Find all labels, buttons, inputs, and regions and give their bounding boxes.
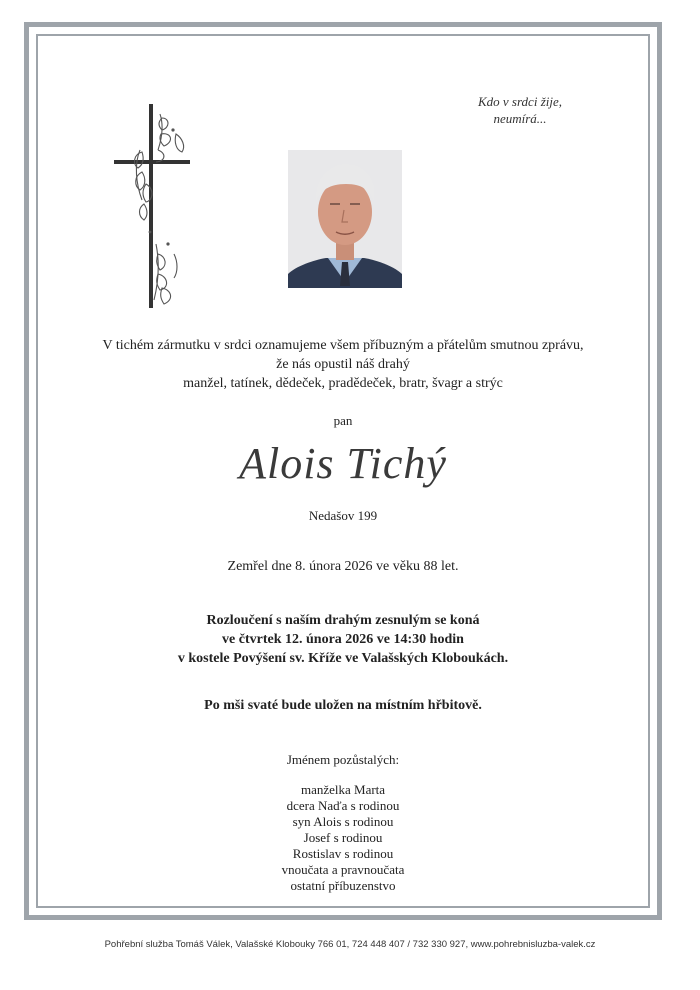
mourner-item: Rostislav s rodinou [292,846,394,861]
deceased-name: Alois Tichý [239,439,447,488]
ceremony-line: Rozloučení s naším drahým zesnulým se koná [206,613,480,628]
mourners-list [60,782,626,894]
address: Nedašov 199 [308,508,378,523]
announcement-line: manžel, tatínek, dědeček, pradědeček, bratr, švagr a strýc [183,376,503,391]
ceremony-line: v kostele Povýšení sv. Kříže ve Valašských Kloboukách. [177,651,509,666]
cross-with-leaves-icon [112,104,196,310]
mourner-item: dcera Naďa s rodinou [286,798,400,813]
mourner-item: ostatní příbuzenstvo [290,878,396,893]
announcement-line: že nás opustil náš drahý [276,357,410,372]
ceremony-line: ve čtvrtek 12. února 2026 ve 14:30 hodin [222,632,464,647]
motto-line: Kdo v srdci žije, [477,94,562,109]
mourner-item: vnoučata a pravnoučata [281,862,405,877]
burial-notice: Po mši svaté bude uložen na místním hřbitově. [204,698,482,713]
funeral-service-footer: Pohřební služba Tomáš Válek, Valašské Klobouky 766 01, 724 448 407 / 732 330 927, www.pohrebnisluzba-valek.cz [104,939,596,950]
portrait-photo [288,150,402,288]
mourner-item: syn Alois s rodinou [292,814,394,829]
mourner-item: manželka Marta [300,782,386,797]
announcement-line: V tichém zármutku v srdci oznamujeme všem příbuzným a přátelům smutnou zprávu, [102,338,584,353]
honorific: pan [333,413,353,428]
ceremony-info [60,611,626,668]
motto [425,93,615,127]
announcement-text [60,336,626,393]
mourners-heading: Jménem pozůstalých: [286,752,400,767]
mourner-item: Josef s rodinou [303,830,383,845]
death-notice: Zemřel dne 8. února 2026 ve věku 88 let. [227,559,459,574]
motto-line: neumírá... [493,111,547,126]
